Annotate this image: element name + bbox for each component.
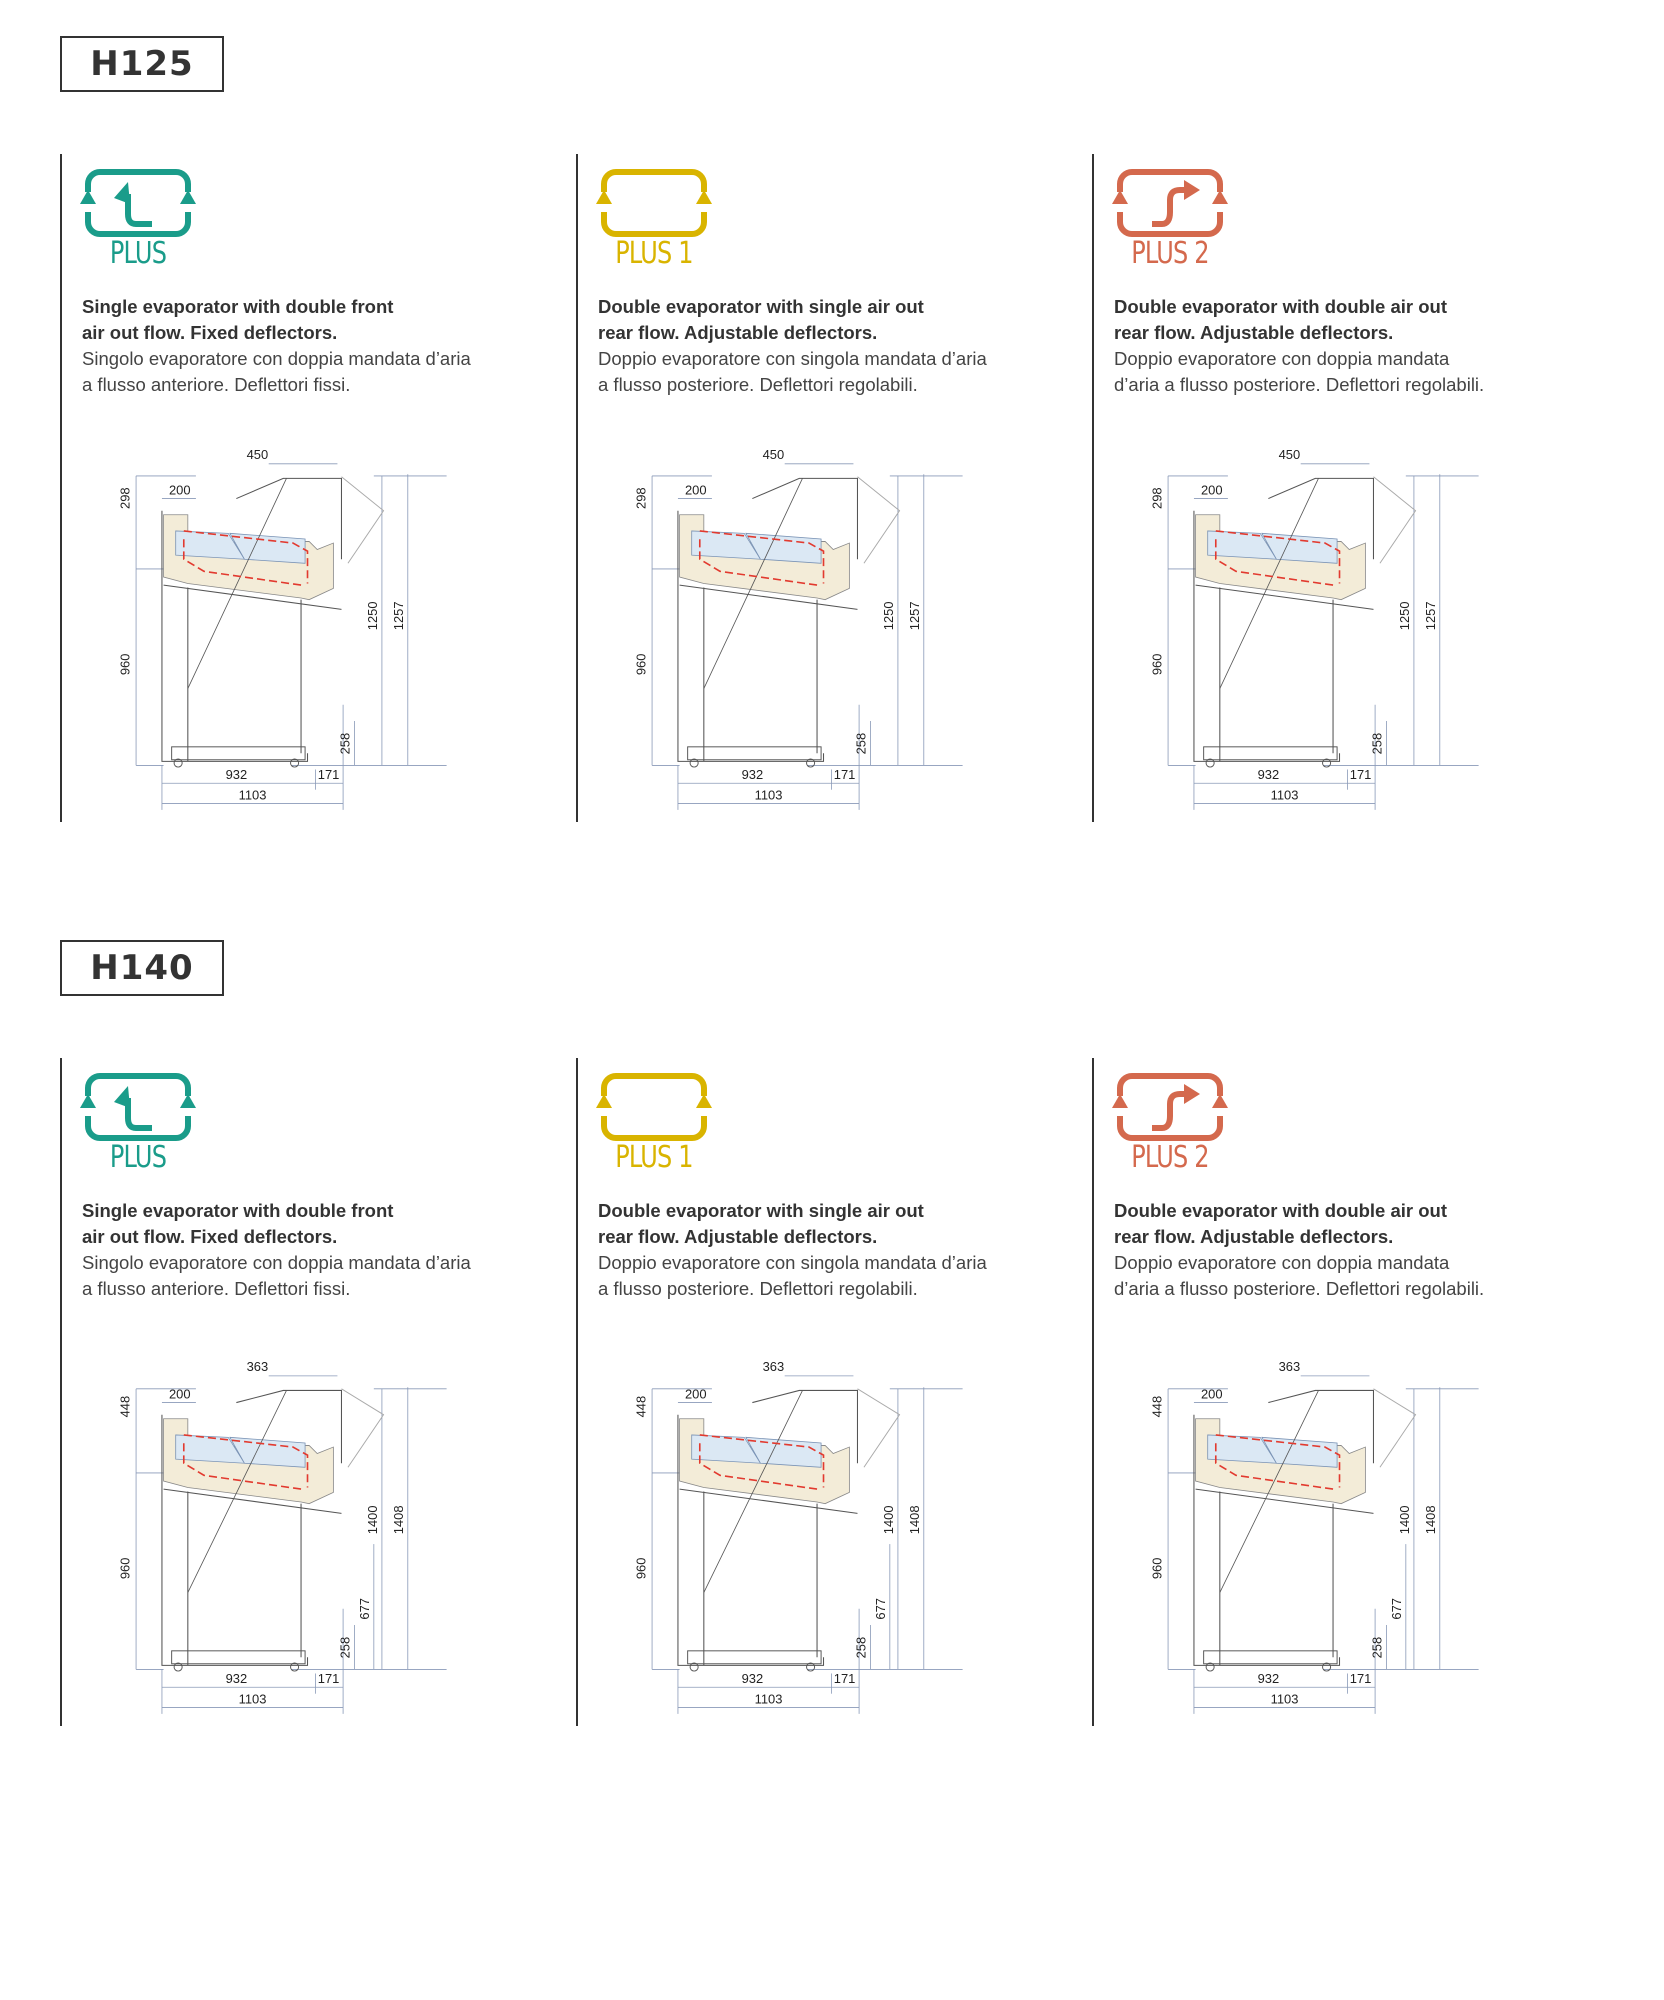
dim-label-h1: 1400 <box>881 1505 897 1535</box>
description-it-line1: Doppio evaporatore con doppia mandata <box>1114 1252 1450 1273</box>
dim-label-w2: 171 <box>1349 1671 1372 1687</box>
dim-label-w: 1103 <box>238 1691 267 1707</box>
leg-posts <box>188 588 301 762</box>
dim-label-w: 1103 <box>1270 1691 1299 1707</box>
cabinet-section-diagram <box>578 446 1048 818</box>
leg-posts <box>1220 588 1333 762</box>
description-it-line2: a flusso posteriore. Deflettori regolabili. <box>598 1278 918 1299</box>
dim-label-h2: 1257 <box>390 601 406 631</box>
dim-label-mid: 677 <box>872 1598 888 1620</box>
leg-posts <box>188 1492 301 1666</box>
description-it-line1: Singolo evaporatore con doppia mandata d’aria <box>82 348 471 369</box>
variant-description <box>598 1198 1048 1302</box>
glass-door-open <box>857 1389 899 1467</box>
description-en-line1: Single evaporator with double front <box>82 1200 394 1221</box>
dim-label-base: 258 <box>853 732 869 755</box>
description-it-line2: a flusso anteriore. Deflettori fissi. <box>82 1278 351 1299</box>
dim-label-h2: 1408 <box>1422 1505 1438 1535</box>
dim-label-h2: 1408 <box>390 1505 406 1535</box>
glass-door-open <box>1373 477 1415 564</box>
dim-label-h2: 1257 <box>1422 601 1438 631</box>
section-tag: H140 <box>60 940 224 996</box>
description-en-line2: rear flow. Adjustable deflectors. <box>1114 322 1394 343</box>
description-en-line1: Double evaporator with single air out <box>598 1200 924 1221</box>
dim-label-w1: 932 <box>741 1671 764 1687</box>
dim-label-w2: 171 <box>317 767 340 783</box>
dim-label-lower: 960 <box>117 653 133 676</box>
description-en-line2: rear flow. Adjustable deflectors. <box>1114 1226 1394 1247</box>
description-en-line1: Double evaporator with double air out <box>1114 296 1448 317</box>
dim-label-upper: 448 <box>633 1395 649 1418</box>
double-evaporator-double-flow-icon <box>1112 1072 1228 1144</box>
dim-label-base: 258 <box>337 1636 353 1659</box>
variant-description <box>598 294 1048 398</box>
variant-label: PLUS 1 <box>615 236 693 271</box>
dim-label-shelf: 200 <box>684 482 707 498</box>
dim-label-w1: 932 <box>741 767 764 783</box>
section-tag: H125 <box>60 36 224 92</box>
dim-label-shelf: 200 <box>168 482 191 498</box>
variant-label: PLUS <box>109 1140 167 1175</box>
dim-label-upper: 448 <box>1149 1395 1165 1418</box>
variant-description <box>1114 294 1564 398</box>
dim-label-upper: 298 <box>117 487 133 509</box>
description-en-line1: Single evaporator with double front <box>82 296 394 317</box>
dim-label-w2: 171 <box>1349 767 1372 783</box>
description-en-line2: rear flow. Adjustable deflectors. <box>598 322 878 343</box>
dim-label-lower: 960 <box>633 653 649 676</box>
single-evaporator-front-flow-icon <box>80 168 196 240</box>
base-frame <box>172 747 305 760</box>
description-it-line1: Doppio evaporatore con singola mandata d’aria <box>598 1252 987 1273</box>
dim-label-h1: 1400 <box>365 1505 381 1535</box>
dim-label-upper: 298 <box>1149 487 1165 509</box>
dim-label-upper: 298 <box>633 487 649 509</box>
description-en-line2: air out flow. Fixed deflectors. <box>82 1226 338 1247</box>
dim-label-w1: 932 <box>225 767 248 783</box>
icon-flow-arrow <box>1184 1084 1200 1104</box>
dim-label-w1: 932 <box>1257 767 1280 783</box>
description-en-line2: air out flow. Fixed deflectors. <box>82 322 338 343</box>
base-frame <box>688 1651 821 1664</box>
variant-description <box>1114 1198 1564 1302</box>
dim-label-upper: 448 <box>117 1395 133 1418</box>
variant-description <box>82 1198 532 1302</box>
description-it-line1: Doppio evaporatore con doppia mandata <box>1114 348 1450 369</box>
dim-label-base: 258 <box>853 1636 869 1659</box>
dim-label-w2: 171 <box>833 1671 856 1687</box>
description-it-line2: d’aria a flusso posteriore. Deflettori regolabili. <box>1114 374 1485 395</box>
variant-column-plus <box>60 154 532 822</box>
cabinet-section-diagram <box>578 1350 1048 1722</box>
icon-frame <box>604 1076 704 1138</box>
description-it-line2: d’aria a flusso posteriore. Deflettori regolabili. <box>1114 1278 1485 1299</box>
dim-label-h1: 1250 <box>1397 601 1413 631</box>
dim-label-lower: 960 <box>1149 1557 1165 1580</box>
description-it-line2: a flusso posteriore. Deflettori regolabili. <box>598 374 918 395</box>
dim-label-mid: 677 <box>356 1598 372 1620</box>
variant-label: PLUS 2 <box>1131 236 1209 271</box>
dim-label-top: 450 <box>1278 446 1301 462</box>
variant-label: PLUS <box>109 236 167 271</box>
dim-label-shelf: 200 <box>1200 482 1223 498</box>
dim-label-lower: 960 <box>117 1557 133 1580</box>
cabinet-section-diagram <box>62 446 532 818</box>
cabinet-section-diagram <box>1094 1350 1564 1722</box>
dim-label-w1: 932 <box>225 1671 248 1687</box>
dim-label-w2: 171 <box>833 767 856 783</box>
description-en-line1: Double evaporator with single air out <box>598 296 924 317</box>
description-it-line2: a flusso anteriore. Deflettori fissi. <box>82 374 351 395</box>
dim-label-w: 1103 <box>1270 787 1299 803</box>
icon-flow-path <box>128 194 152 224</box>
variant-column-plus <box>60 1058 532 1726</box>
dim-label-top: 450 <box>246 446 269 462</box>
dim-label-lower: 960 <box>633 1557 649 1580</box>
dim-label-w: 1103 <box>238 787 267 803</box>
description-it-line1: Singolo evaporatore con doppia mandata d’aria <box>82 1252 471 1273</box>
description-it-line1: Doppio evaporatore con singola mandata d’aria <box>598 348 987 369</box>
dim-label-h2: 1257 <box>906 601 922 631</box>
icon-flow-path <box>128 1098 152 1128</box>
dim-label-w: 1103 <box>754 1691 783 1707</box>
icon-flow-path <box>1152 1094 1186 1128</box>
base-frame <box>1204 1651 1337 1664</box>
glass-door-open <box>341 1389 383 1467</box>
leg-posts <box>1220 1492 1333 1666</box>
icon-flow-arrow <box>1184 180 1200 200</box>
dim-label-shelf: 200 <box>684 1386 707 1402</box>
dim-label-base: 258 <box>1369 732 1385 755</box>
dim-label-h1: 1250 <box>365 601 381 631</box>
dim-label-top: 363 <box>246 1359 269 1375</box>
double-evaporator-rear-flow-icon <box>596 168 712 240</box>
glass-door-open <box>341 477 383 564</box>
glass-door-open <box>1373 1389 1415 1467</box>
dim-label-h2: 1408 <box>906 1505 922 1535</box>
dim-label-lower: 960 <box>1149 653 1165 676</box>
variant-label: PLUS 2 <box>1131 1140 1209 1175</box>
icon-flow-path <box>1152 190 1186 224</box>
dim-label-w: 1103 <box>754 787 783 803</box>
description-en-line2: rear flow. Adjustable deflectors. <box>598 1226 878 1247</box>
dim-label-h1: 1400 <box>1397 1505 1413 1535</box>
cabinet-section-diagram <box>1094 446 1564 818</box>
icon-flow-arrow <box>114 182 130 204</box>
dim-label-base: 258 <box>1369 1636 1385 1659</box>
dim-label-base: 258 <box>337 732 353 755</box>
base-frame <box>1204 747 1337 760</box>
dim-label-shelf: 200 <box>1200 1386 1223 1402</box>
dim-label-top: 363 <box>762 1359 785 1375</box>
dim-label-h1: 1250 <box>881 601 897 631</box>
icon-flow-arrow <box>114 1086 130 1108</box>
single-evaporator-front-flow-icon <box>80 1072 196 1144</box>
icon-frame <box>604 172 704 234</box>
variant-column-plus-1 <box>576 154 1048 822</box>
glass-door-open <box>857 477 899 564</box>
variant-column-plus-2 <box>1092 154 1564 822</box>
dim-label-top: 450 <box>762 446 785 462</box>
base-frame <box>172 1651 305 1664</box>
dim-label-top: 363 <box>1278 1359 1301 1375</box>
double-evaporator-double-flow-icon <box>1112 168 1228 240</box>
description-en-line1: Double evaporator with double air out <box>1114 1200 1448 1221</box>
variant-description <box>82 294 532 398</box>
dim-label-shelf: 200 <box>168 1386 191 1402</box>
variant-label: PLUS 1 <box>615 1140 693 1175</box>
dim-label-mid: 677 <box>1388 1598 1404 1620</box>
base-frame <box>688 747 821 760</box>
variant-column-plus-2 <box>1092 1058 1564 1726</box>
dim-label-w2: 171 <box>317 1671 340 1687</box>
cabinet-section-diagram <box>62 1350 532 1722</box>
leg-posts <box>704 588 817 762</box>
dim-label-w1: 932 <box>1257 1671 1280 1687</box>
variant-column-plus-1 <box>576 1058 1048 1726</box>
leg-posts <box>704 1492 817 1666</box>
double-evaporator-rear-flow-icon <box>596 1072 712 1144</box>
